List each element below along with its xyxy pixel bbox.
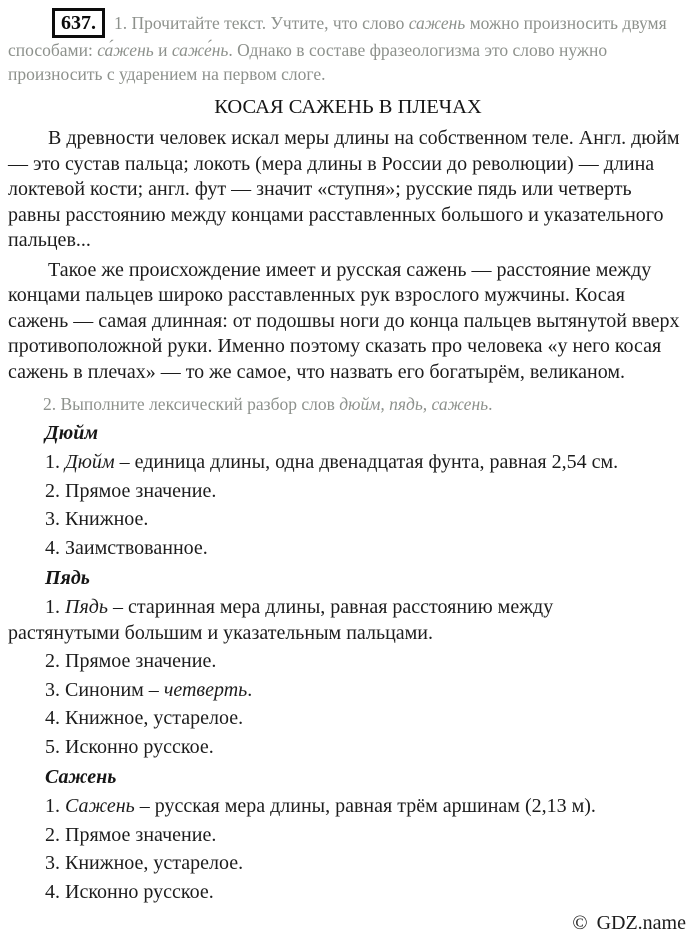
- item-text-continuation: растянутыми большим и указательным пальцами.: [8, 621, 434, 644]
- item-number: 1.: [45, 795, 65, 817]
- exercise-number-badge: 637.: [52, 8, 105, 38]
- entry-item: 2. Прямое значение.: [45, 479, 217, 502]
- entry-item: [8, 595, 688, 646]
- item-text: – старинная мера длины, равная расстоянию между: [107, 596, 554, 618]
- entry-item: 2. Прямое значение.: [45, 650, 217, 672]
- article-title: КОСАЯ САЖЕНЬ В ПЛЕЧАХ: [214, 96, 482, 118]
- entry-item: 4. Заимствованное.: [45, 536, 208, 559]
- site-credit: [572, 912, 686, 935]
- instruction-text: 1. Прочитайте текст. Учтите, что слово: [114, 13, 409, 33]
- entry-item: 3. Книжное.: [45, 508, 149, 530]
- article-paragraph-2: Такое же происхождение имеет и русская сажень — расстояние между концами пальцев широко расставленных рук взрослого мужчины. Косая сажень — самая длинная: от подошвы ноги до конца пальцев вытянутой вверх противоположной руки. Именно поэтому сказать про человека «у него косая сажень в плечах» — то же самое, что назвать его богатырём, великаном.: [8, 258, 680, 383]
- defined-word: Сажень: [65, 795, 135, 817]
- instruction-text: 2. Выполните лексический разбор слов: [43, 394, 340, 414]
- article-paragraph-1: В древности человек искал меры длины на собственном теле. Англ. дюйм — это сустав пальца; локоть (мера длины в России до революции) — длина локтевой кости; англ. фут — значит «ступня»; русские пядь или четверть равны расстоянию между концами расставленных большого и указательного пальцев...: [8, 127, 680, 251]
- synonym-word: четверть: [163, 678, 248, 701]
- entry-title-dyuym: Дюйм: [45, 422, 99, 444]
- italic-term-sazhen: сажень: [408, 13, 466, 33]
- italic-term-sazhen-stress2: саже́нь: [171, 40, 229, 60]
- italic-term-sazhen-stress1: са́жень: [97, 40, 154, 60]
- entry-item: 2. Прямое значение.: [45, 823, 217, 846]
- task-part2-instruction: [8, 392, 688, 416]
- instruction-text: .: [488, 394, 493, 414]
- item-text: – единица длины, одна двенадцатая фунта, равная 2,54 см.: [114, 451, 619, 473]
- entry-item: 5. Исконно русское.: [45, 735, 214, 758]
- entry-title-pyad: Пядь: [45, 567, 90, 589]
- defined-word: Пядь: [65, 596, 108, 618]
- italic-terms-list: дюйм, пядь, сажень: [339, 394, 489, 414]
- instruction-text: можно произносить двумя способами:: [8, 13, 667, 60]
- site-name: GDZ.name: [596, 912, 686, 934]
- entry-item: 4. Книжное, устарелое.: [45, 707, 244, 729]
- copyright-icon: ©: [572, 912, 588, 934]
- instruction-text: . Однако в составе фразеологизма это слово нужно произносить с ударением на первом слоге.: [8, 40, 608, 84]
- entry-item: [8, 450, 688, 476]
- entry-item: 4. Исконно русское.: [45, 880, 214, 903]
- item-text: .: [247, 678, 253, 701]
- item-number: 1.: [45, 451, 65, 473]
- instruction-text: и: [153, 40, 172, 60]
- item-number: 1.: [45, 596, 65, 618]
- entry-item: 3. Книжное, устарелое.: [45, 852, 244, 874]
- item-number: 3. Синоним –: [45, 678, 164, 701]
- entry-item: [8, 794, 688, 820]
- defined-word: Дюйм: [65, 451, 115, 473]
- item-text: – русская мера длины, равная трём аршинам (2,13 м).: [134, 795, 596, 817]
- entry-item: [8, 678, 688, 704]
- task-part1-instruction: [8, 8, 688, 86]
- entry-title-sazhen: Сажень: [45, 766, 117, 788]
